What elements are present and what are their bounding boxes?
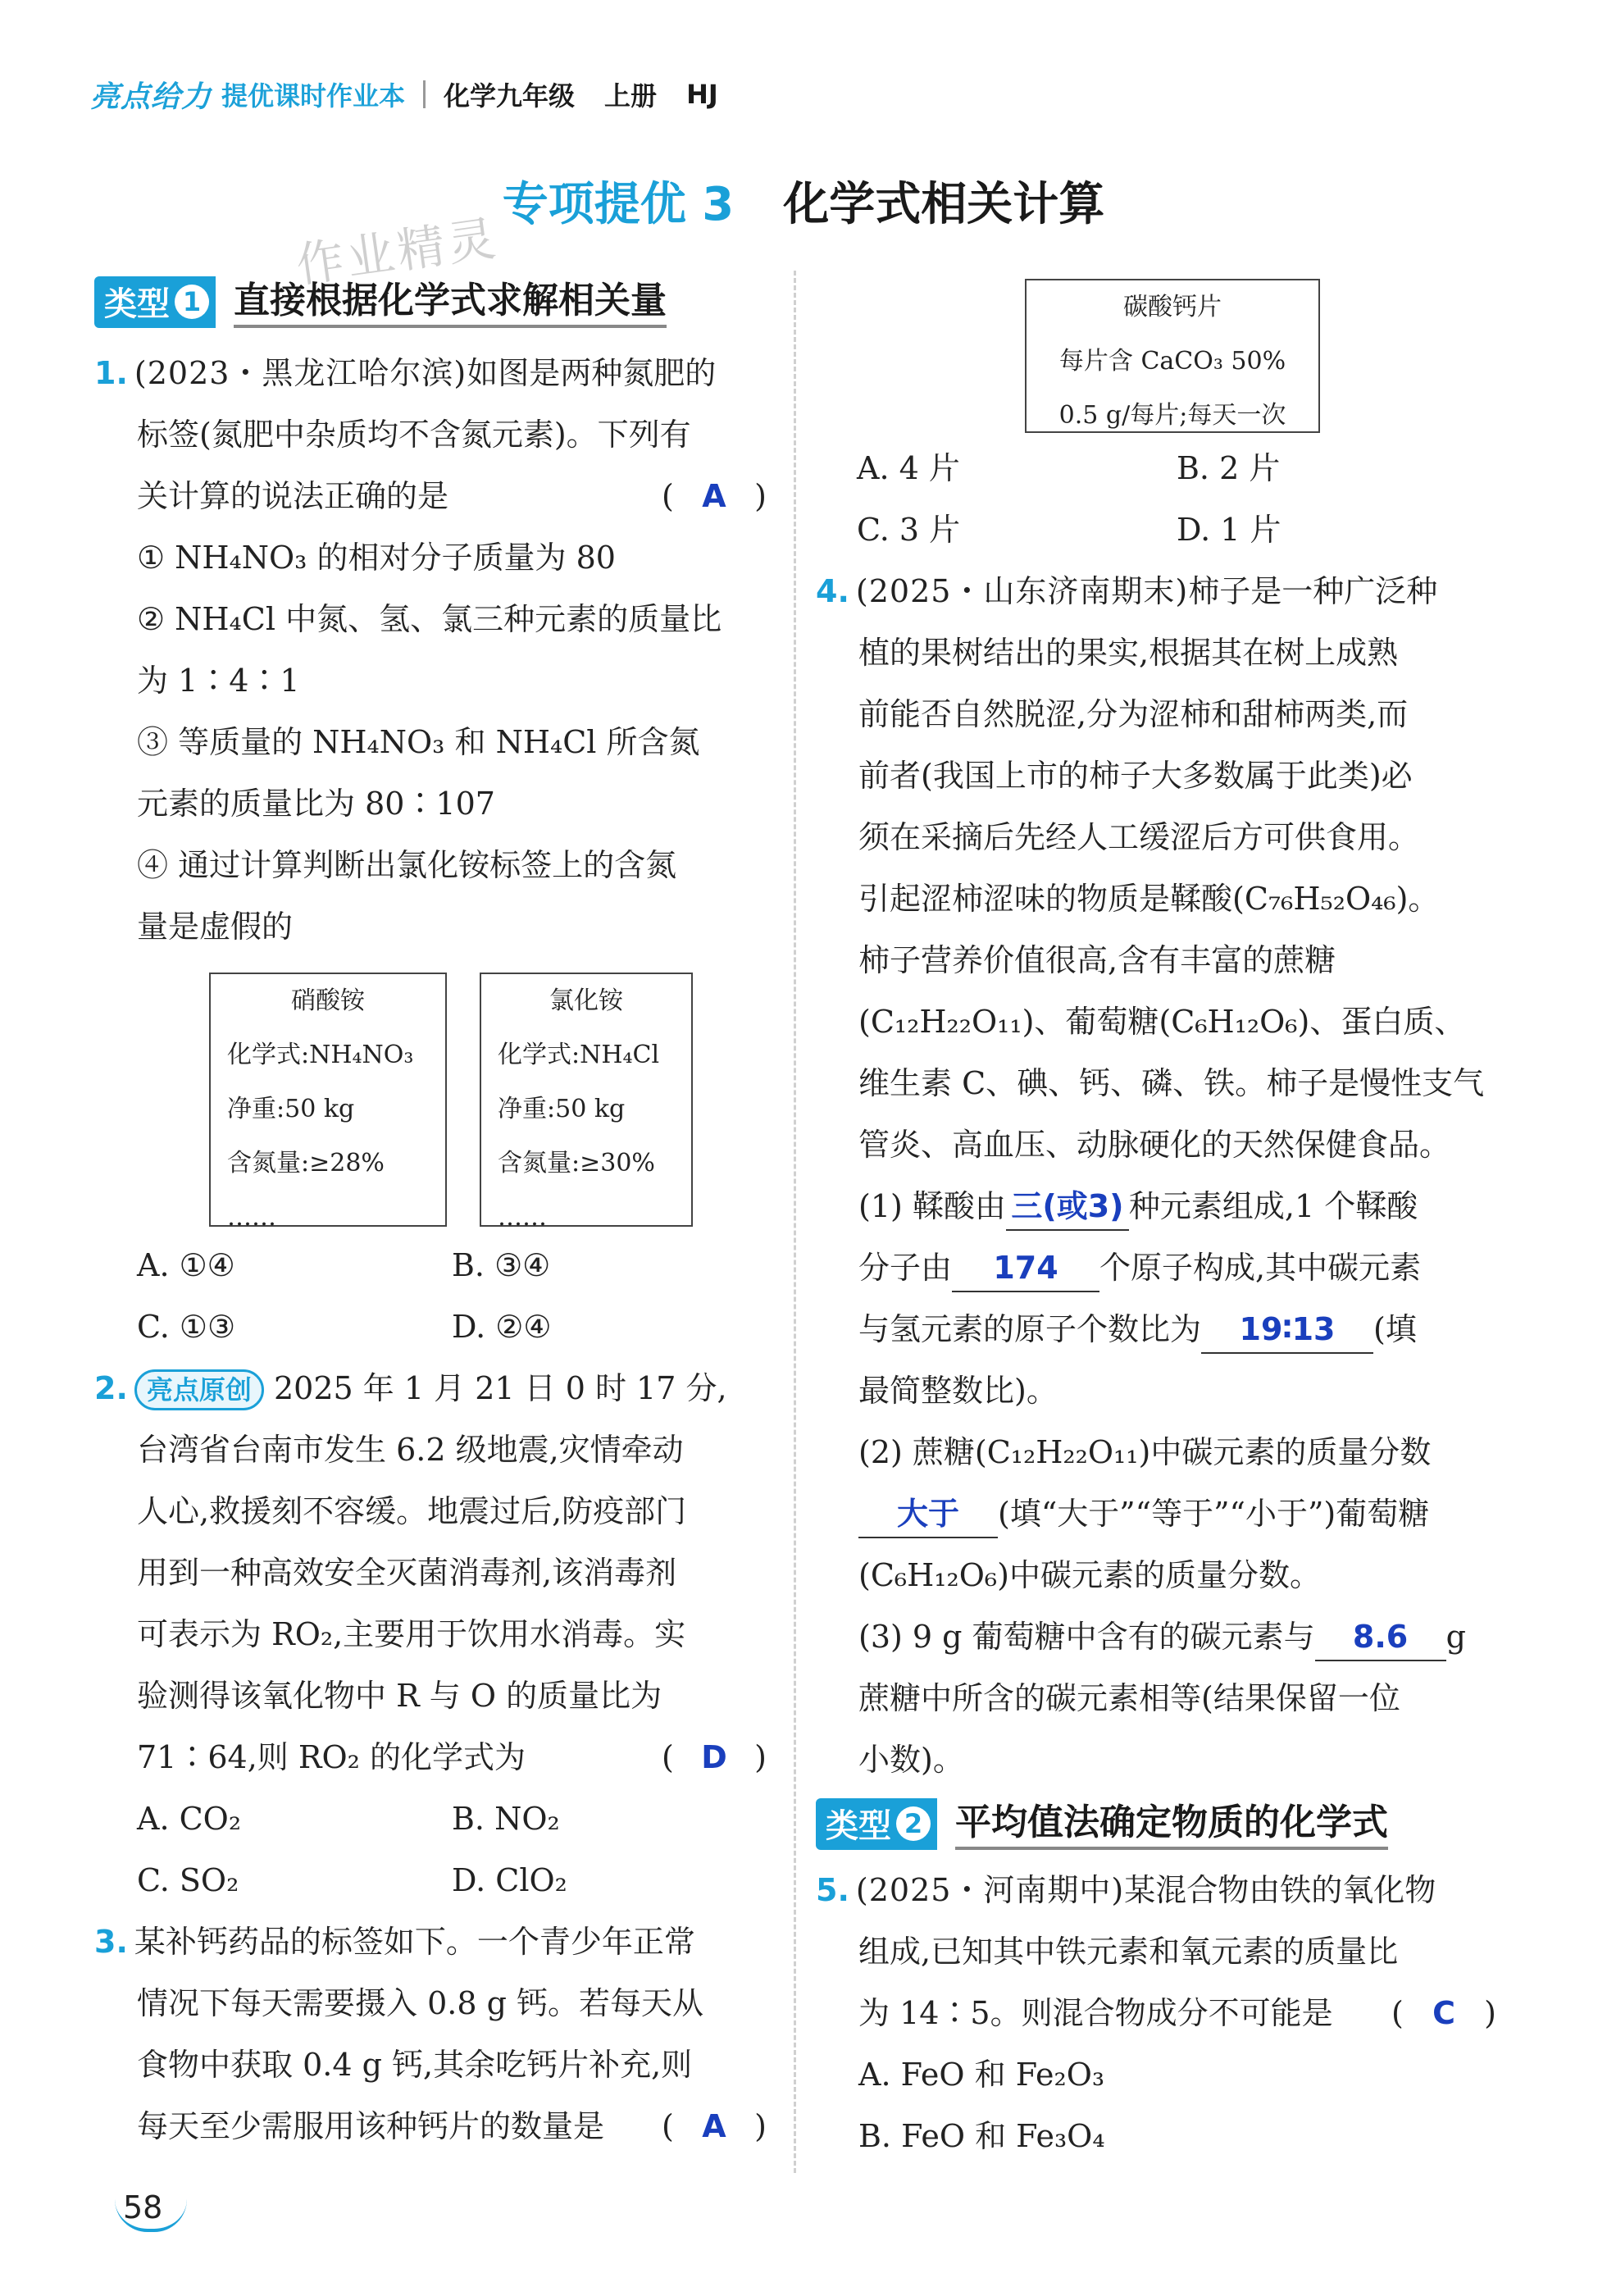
question-text: 前者(我国上市的柿子大多数属于此类)必 — [858, 758, 1413, 794]
statement: ④ 通过计算判断出氯化铵标签上的含氮 — [137, 847, 677, 883]
answer-paren: ( C ) — [1391, 1983, 1496, 2044]
edition: HJ — [686, 79, 718, 110]
question-text: 须在采摘后先经人工缓涩后方可供食用。 — [858, 819, 1420, 855]
section-tag-num: 1 — [175, 285, 209, 319]
option: B. NO₂ — [452, 1801, 560, 1837]
page-header — [90, 70, 718, 119]
volume: 上册 — [604, 80, 658, 112]
question-text: 某补钙药品的标签如下。一个青少年正常 — [134, 1924, 695, 1960]
question-text: (C₆H₁₂O₆)中碳元素的质量分数。 — [858, 1557, 1321, 1593]
question-text: 可表示为 RO₂,主要用于饮用水消毒。实 — [137, 1616, 686, 1652]
question-source: (2023・黑龙江哈尔滨) — [134, 355, 467, 391]
section-1-heading — [94, 271, 767, 328]
question-text: 为 14∶5。则混合物成分不可能是 — [858, 1995, 1333, 2031]
option: C. ①③ — [137, 1309, 236, 1345]
statement: ② NH₄Cl 中氮、氢、氯三种元素的质量比 — [137, 601, 722, 637]
answer-blank[interactable]: 174 — [952, 1245, 1099, 1292]
question-number: 4. — [816, 573, 849, 609]
answer-blank[interactable]: 大于 — [858, 1491, 998, 1538]
question-text: 种元素组成,1 个鞣酸 — [1128, 1188, 1418, 1224]
subject: 化学九年级 — [444, 80, 576, 112]
answer-paren: ( D ) — [662, 1727, 767, 1788]
question-number: 3. — [94, 1924, 128, 1960]
section-tag — [816, 1798, 937, 1850]
question-text: 人心,救援刻不容缓。地震过后,防疫部门 — [137, 1493, 687, 1529]
question-text: 每天至少需服用该种钙片的数量是 — [137, 2108, 605, 2144]
option: D. ClO₂ — [452, 1862, 567, 1898]
option: A. 4 片 — [857, 450, 960, 486]
question-2 — [94, 1358, 767, 1911]
option: C. 3 片 — [857, 512, 961, 548]
question-text: (填 — [1373, 1311, 1417, 1347]
question-text: 前能否自然脱涩,分为涩柿和甜柿两类,而 — [858, 696, 1409, 732]
section-tag-num: 2 — [896, 1806, 931, 1841]
label-ellipsis: …… — [498, 1203, 547, 1232]
header-divider — [423, 80, 426, 108]
label-nitrogen: 含氮量:≥30% — [498, 1149, 655, 1178]
question-text: 引起涩柿涩味的物质是鞣酸(C₇₆H₅₂O₄₆)。 — [858, 881, 1440, 917]
page-number: 58 — [115, 2189, 187, 2232]
section-title: 平均值法确定物质的化学式 — [955, 1793, 1388, 1850]
question-text: 验测得该氧化物中 R 与 O 的质量比为 — [137, 1678, 662, 1714]
question-text: 组成,已知其中铁元素和氧元素的质量比 — [858, 1934, 1399, 1970]
label-ellipsis: …… — [227, 1203, 276, 1232]
question-number: 5. — [816, 1872, 849, 1908]
question-number: 2. — [94, 1370, 128, 1406]
section-title: 直接根据化学式求解相关量 — [234, 271, 667, 328]
question-number: 1. — [94, 355, 128, 391]
label-nitrogen: 含氮量:≥28% — [227, 1149, 385, 1178]
statement: 为 1∶4∶1 — [137, 663, 300, 699]
section-tag-label: 类型 — [104, 285, 170, 323]
column-divider — [794, 271, 796, 2173]
options-row — [857, 499, 1496, 561]
question-text: 蔗糖中所含的碳元素相等(结果保留一位 — [858, 1680, 1400, 1716]
brand-logo: 亮点给力 — [90, 80, 212, 114]
question-text: (3) 9 g 葡萄糖中含有的碳元素与 — [858, 1619, 1315, 1655]
option: B. FeO 和 Fe₃O₄ — [858, 2118, 1105, 2154]
question-text: 如图是两种氮肥的 — [467, 355, 717, 391]
statement: ① NH₄NO₃ 的相对分子质量为 80 — [137, 540, 616, 576]
question-text: 管炎、高血压、动脉硬化的天然保健食品。 — [858, 1127, 1451, 1163]
page-title — [0, 168, 1607, 234]
statement: 元素的质量比为 80∶107 — [137, 786, 495, 822]
fertilizer-labels — [209, 973, 767, 1232]
question-text: (C₁₂H₂₂O₁₁)、葡萄糖(C₆H₁₂O₆)、蛋白质、 — [858, 1004, 1466, 1040]
question-source: (2025・河南期中) — [855, 1872, 1125, 1908]
answer-mark: C — [1432, 1995, 1455, 2031]
option: A. FeO 和 Fe₂O₃ — [858, 2057, 1105, 2093]
label-weight: 净重:50 kg — [498, 1095, 626, 1123]
label-ammonium-chloride — [480, 973, 693, 1232]
question-text: 2025 年 1 月 21 日 0 时 17 分, — [274, 1370, 727, 1406]
left-column — [94, 271, 767, 2157]
box-content: 每片含 CaCO₃ 50% — [1058, 347, 1286, 376]
options-row — [94, 1235, 767, 1296]
options-row — [857, 438, 1496, 499]
option: D. 1 片 — [1177, 512, 1282, 548]
question-text: 用到一种高效安全灭菌消毒剂,该消毒剂 — [137, 1555, 677, 1591]
option: C. SO₂ — [137, 1862, 239, 1898]
answer-blank[interactable]: 8.6 — [1315, 1614, 1446, 1661]
answer-paren: ( A ) — [662, 466, 767, 527]
answer-paren: ( A ) — [662, 2096, 767, 2157]
answer-blank[interactable]: 19∶13 — [1201, 1306, 1373, 1354]
option: A. ①④ — [137, 1247, 235, 1283]
original-badge: 亮点原创 — [134, 1369, 264, 1410]
statement: ③ 等质量的 NH₄NO₃ 和 NH₄Cl 所含氮 — [137, 724, 700, 760]
section-tag — [94, 276, 216, 328]
question-4 — [816, 561, 1496, 2167]
title-lead: 专项提优 3 — [502, 178, 735, 231]
question-text: 个原子构成,其中碳元素 — [1099, 1250, 1422, 1286]
question-text: 最简整数比)。 — [858, 1373, 1058, 1409]
question-text: 植的果树结出的果实,根据其在树上成熟 — [858, 635, 1399, 671]
question-text: (填“大于”“等于”“小于”)葡萄糖 — [998, 1496, 1430, 1532]
question-text: 台湾省台南市发生 6.2 级地震,灾情牵动 — [137, 1432, 684, 1468]
label-weight: 净重:50 kg — [227, 1095, 355, 1123]
question-1 — [94, 343, 767, 1358]
question-text: 情况下每天需要摄入 0.8 g 钙。若每天从 — [137, 1985, 703, 2021]
label-formula: 化学式:NH₄NO₃ — [227, 1041, 414, 1069]
options-row — [94, 1788, 767, 1850]
question-text: (2) 蔗糖(C₁₂H₂₂O₁₁)中碳元素的质量分数 — [858, 1434, 1432, 1470]
option: B. ③④ — [452, 1247, 551, 1283]
question-text: g — [1445, 1619, 1466, 1655]
box-dose: 0.5 g/每片;每天一次 — [1058, 401, 1286, 430]
question-text: 71∶64,则 RO₂ 的化学式为 — [137, 1739, 526, 1775]
answer-mark: A — [702, 478, 726, 514]
question-text: 关计算的说法正确的是 — [137, 478, 449, 514]
answer-mark: D — [701, 1739, 727, 1775]
calcium-label-box — [1025, 279, 1320, 433]
question-source: (2025・山东济南期末) — [855, 573, 1189, 609]
label-formula: 化学式:NH₄Cl — [498, 1041, 660, 1069]
question-3 — [94, 1911, 767, 2157]
question-text: 与氢元素的原子个数比为 — [858, 1311, 1202, 1347]
question-text: 食物中获取 0.4 g 钙,其余吃钙片补充,则 — [137, 2047, 693, 2083]
question-text: 柿子是一种广泛种 — [1188, 573, 1438, 609]
question-text: 分子由 — [858, 1250, 953, 1286]
label-title: 氯化铵 — [549, 986, 623, 1015]
question-text: 小数)。 — [858, 1742, 964, 1778]
series-name: 提优课时作业本 — [221, 80, 406, 112]
watermark: 作业精灵 — [293, 210, 503, 294]
answer-blank[interactable]: 三(或3) — [1006, 1183, 1129, 1231]
option: A. CO₂ — [137, 1801, 242, 1837]
question-5 — [816, 1860, 1496, 2167]
question-text: 维生素 C、碘、钙、磷、铁。柿子是慢性支气 — [858, 1065, 1485, 1101]
statement: 量是虚假的 — [137, 909, 294, 945]
options-row — [94, 1850, 767, 1911]
right-column — [816, 279, 1496, 2167]
section-tag-label: 类型 — [826, 1807, 891, 1845]
question-text: 柿子营养价值很高,含有丰富的蔗糖 — [858, 942, 1336, 978]
option: D. ②④ — [452, 1309, 552, 1345]
box-title: 碳酸钙片 — [1123, 293, 1222, 321]
options-row — [94, 1296, 767, 1358]
label-title: 硝酸铵 — [291, 986, 365, 1015]
question-text: (1) 鞣酸由 — [858, 1188, 1006, 1224]
section-2-heading — [816, 1793, 1496, 1850]
question-text: 某混合物由铁的氧化物 — [1124, 1872, 1436, 1908]
question-text: 标签(氮肥中杂质均不含氮元素)。下列有 — [137, 417, 691, 453]
title-main: 化学式相关计算 — [783, 178, 1105, 231]
answer-mark: A — [702, 2108, 726, 2144]
option: B. 2 片 — [1177, 450, 1281, 486]
label-ammonium-nitrate — [209, 973, 447, 1232]
